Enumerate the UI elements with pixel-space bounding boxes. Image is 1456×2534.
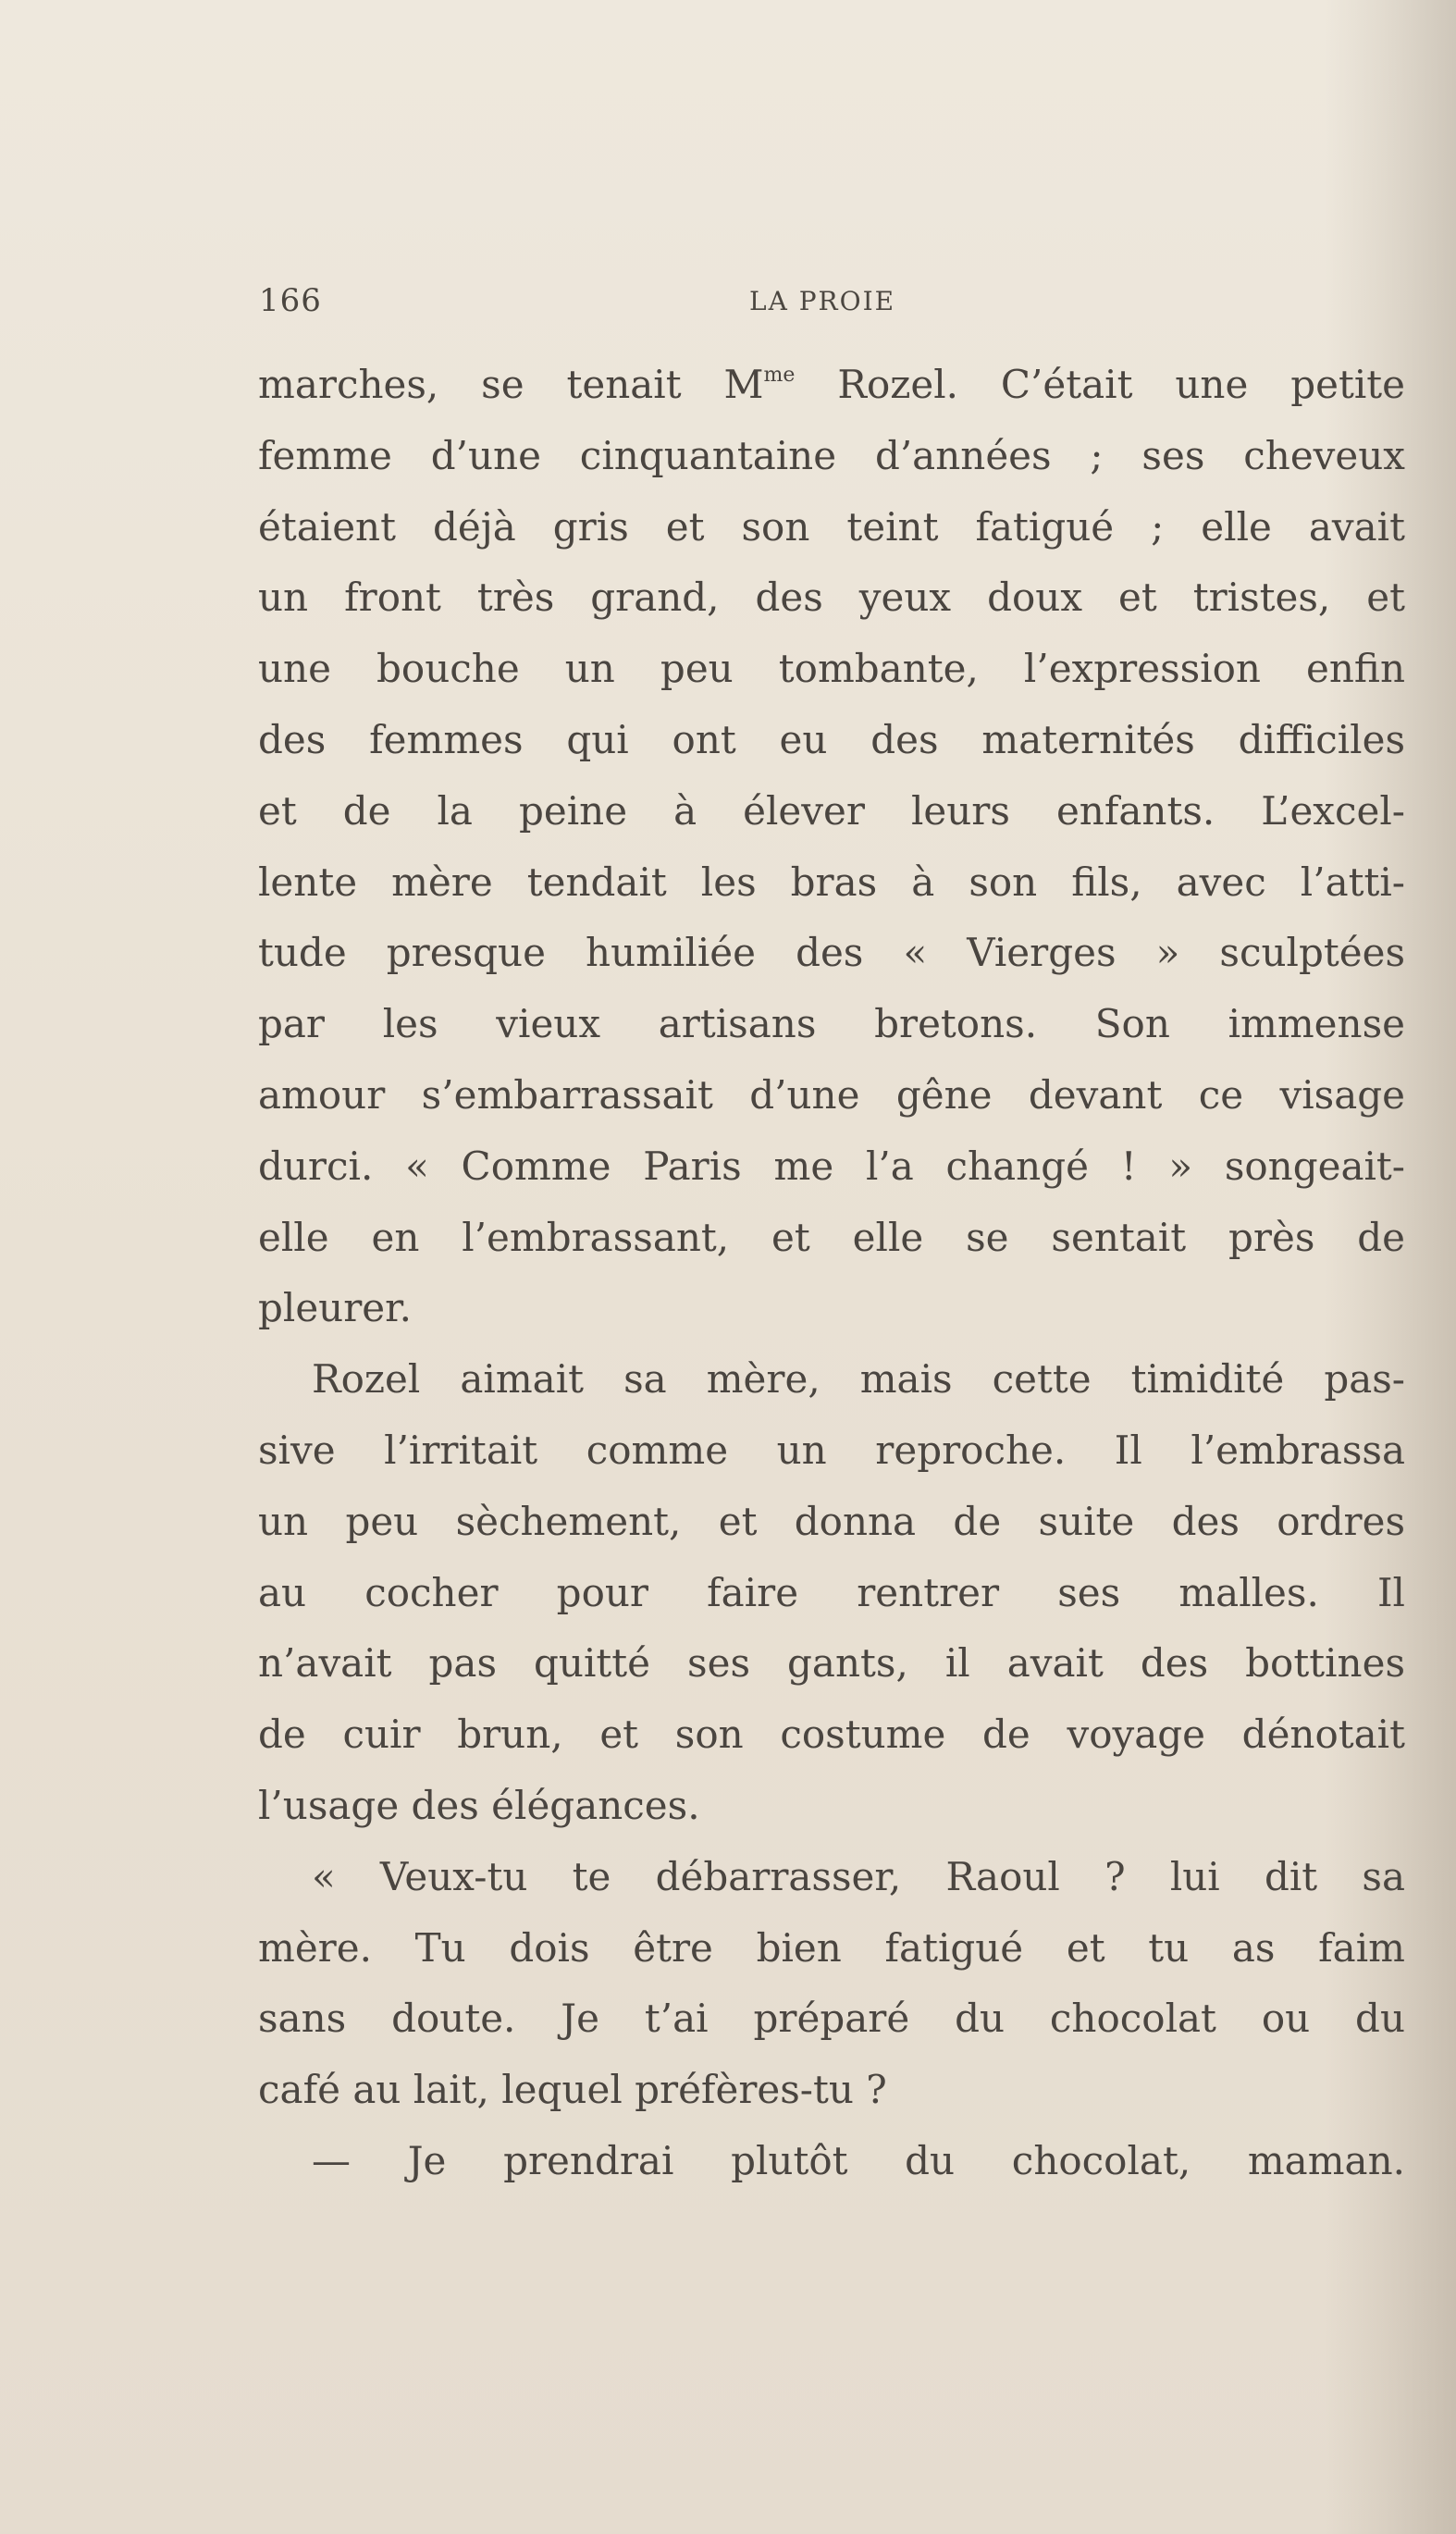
superscript-title: me	[763, 364, 796, 387]
text-line-25: café au lait, lequel préfères-tu ?	[258, 2067, 887, 2113]
text-line-1	[258, 350, 1405, 421]
text-line-14: pleurer.	[258, 1285, 412, 1331]
text-line-5: une bouche un peu tombante, l’expression enfin	[258, 646, 1405, 692]
text-line-18: au cocher pour faire rentrer ses malles. Il	[258, 1569, 1405, 1615]
text-line-12: durci. « Comme Paris me l’a changé ! » songeait-	[258, 1143, 1405, 1189]
page-number: 166	[259, 282, 322, 319]
text-line-9: tude presque humiliée des « Vierges » sculptées	[258, 930, 1405, 976]
running-title: LA PROIE	[749, 286, 896, 316]
text-line-7: et de la peine à élever leurs enfants. L’excel-	[258, 787, 1405, 834]
text-line-26: — Je prendrai plutôt du chocolat, maman.	[312, 2137, 1405, 2183]
text-line-13: elle en l’embrassant, et elle se sentait près de	[258, 1214, 1405, 1260]
text-line-19: n’avait pas quitté ses gants, il avait des bottines	[258, 1640, 1405, 1687]
text-line-21: l’usage des élégances.	[258, 1782, 700, 1828]
text-line-15: Rozel aimait sa mère, mais cette timidité pas-	[312, 1356, 1405, 1403]
text-line-1-start: marches, se tenait M	[258, 362, 764, 407]
text-line-23: mère. Tu dois être bien fatigué et tu as faim	[258, 1924, 1405, 1971]
text-line-1-end: Rozel. C’était une petite	[795, 362, 1406, 407]
text-line-6: des femmes qui ont eu des maternités difficiles	[258, 716, 1405, 762]
page-header	[259, 282, 1406, 319]
text-line-4: un front très grand, des yeux doux et tristes, et	[258, 575, 1405, 621]
text-line-10: par les vieux artisans bretons. Son immense	[258, 1001, 1405, 1047]
text-line-16: sive l’irritait comme un reproche. Il l’embrassa	[258, 1427, 1405, 1473]
text-line-20: de cuir brun, et son costume de voyage dénotait	[258, 1712, 1405, 1758]
text-line-11: amour s’embarrassait d’une gêne devant ce visage	[258, 1071, 1405, 1118]
text-line-3: étaient déjà gris et son teint fatigué ; elle avait	[258, 503, 1405, 550]
text-line-17: un peu sèchement, et donna de suite des ordres	[258, 1498, 1405, 1544]
text-line-22: « Veux-tu te débarrasser, Raoul ? lui dit sa	[312, 1853, 1405, 1899]
text-line-8: lente mère tendait les bras à son fils, avec l’atti-	[258, 859, 1405, 905]
body-text	[258, 350, 1405, 2197]
text-line-2: femme d’une cinquantaine d’années ; ses cheveux	[258, 432, 1405, 478]
text-line-24: sans doute. Je t’ai préparé du chocolat ou du	[258, 1996, 1405, 2042]
